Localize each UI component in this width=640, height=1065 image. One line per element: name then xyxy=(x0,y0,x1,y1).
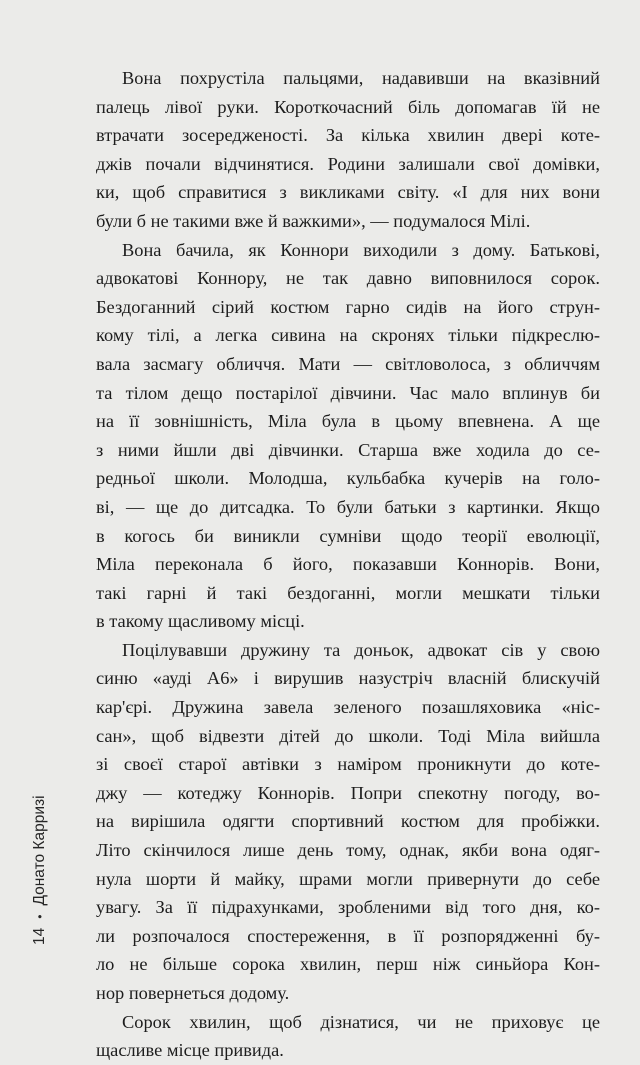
text-line: Міла переконала б його, показавши Коннорів. Вони, xyxy=(96,554,600,575)
text-line: втрачати зосередженості. За кілька хвилин двері коте- xyxy=(96,125,600,146)
running-footer xyxy=(31,795,49,945)
text-line: нула шорти й майку, шрами могли привернути до себе xyxy=(96,868,600,889)
text-line: сан», щоб відвезти дітей до школи. Тоді Міла вийшла xyxy=(96,725,600,746)
text-line: Вона бачила, як Коннори виходили з дому. Батькові, xyxy=(122,239,600,260)
text-line: в такому щасливому місці. xyxy=(96,611,305,632)
text-line: ло не більше сорока хвилин, перш ніж синьйора Кон- xyxy=(96,954,600,975)
author-name: Донато Карризі xyxy=(31,795,48,906)
text-line: увагу. За її підрахунками, зробленими від того дня, ко- xyxy=(96,897,600,918)
paragraph-4 xyxy=(96,1008,600,1065)
text-line: на вирішила одягти спортивний костюм для пробіжки. xyxy=(96,811,600,832)
text-line: ли розпочалося спостереження, в її розпорядженні бу- xyxy=(96,925,600,946)
text-line: Сорок хвилин, щоб дізнатися, чи не приховує це xyxy=(122,1011,600,1032)
text-line: Літо скінчилося лише день тому, однак, якби вона одяг- xyxy=(96,840,600,861)
text-line: редньої школи. Молодша, кульбабка кучерів на голо- xyxy=(96,468,600,489)
text-line: та тілом дещо постарілої дівчини. Час мало вплинув би xyxy=(96,382,600,403)
text-line: на її зовнішність, Міла була в цьому впевнена. А ще xyxy=(96,411,600,432)
paragraph-3 xyxy=(96,636,600,1008)
text-line: Бездоганний сірий костюм гарно сидів на його струн- xyxy=(96,296,600,317)
text-line: адвокатові Коннору, не так давно виповнилося сорок. xyxy=(96,268,600,289)
text-line: з ними йшли дві дівчинки. Старша вже ходила до се- xyxy=(96,439,600,460)
text-line: такі гарні й такі бездоганні, могли мешкати тільки xyxy=(96,582,600,603)
text-line: щасливе місце привида. xyxy=(96,1040,284,1061)
text-line: кар'єрі. Дружина завела зеленого позашляховика «ніс- xyxy=(96,697,600,718)
text-line: джів почали відчинятися. Родини залишали свої домівки, xyxy=(96,153,600,174)
page-number: 14 xyxy=(31,927,48,945)
paragraph-1 xyxy=(96,64,600,236)
text-line: ки, щоб справитися з викликами світу. «І для них вони xyxy=(96,182,600,203)
paragraph-2 xyxy=(96,236,600,636)
text-line: нор повернеться додому. xyxy=(96,983,290,1003)
text-line: джу — котеджу Коннорів. Попри спекотну погоду, во- xyxy=(96,782,600,803)
text-line: кому тілі, а легка сивина на скронях тільки підкреслю- xyxy=(96,325,600,346)
text-line: Вона похрустіла пальцями, надавивши на вказівний xyxy=(122,68,600,88)
separator-bullet: • xyxy=(33,914,47,919)
text-line: зі своєї старої автівки з наміром проникнути до коте- xyxy=(96,754,600,775)
text-line: палець лівої руки. Короткочасний біль допомагав їй не xyxy=(96,96,600,117)
text-line: синю «ауді А6» і вирушив назустріч власній блискучій xyxy=(96,668,600,689)
text-line: ві, — ще до дитсадка. То були батьки з картинки. Якщо xyxy=(96,496,600,517)
text-line: Поцілувавши дружину та доньок, адвокат сів у свою xyxy=(122,639,600,660)
text-line: вала засмагу обличчя. Мати — світловолоса, з обличчям xyxy=(96,353,600,374)
text-line: в когось би виникли сумніви щодо теорії еволюції, xyxy=(96,525,600,546)
page-body xyxy=(96,64,600,1065)
text-line: були б не такими вже й важкими», — подумалося Мілі. xyxy=(96,210,531,231)
